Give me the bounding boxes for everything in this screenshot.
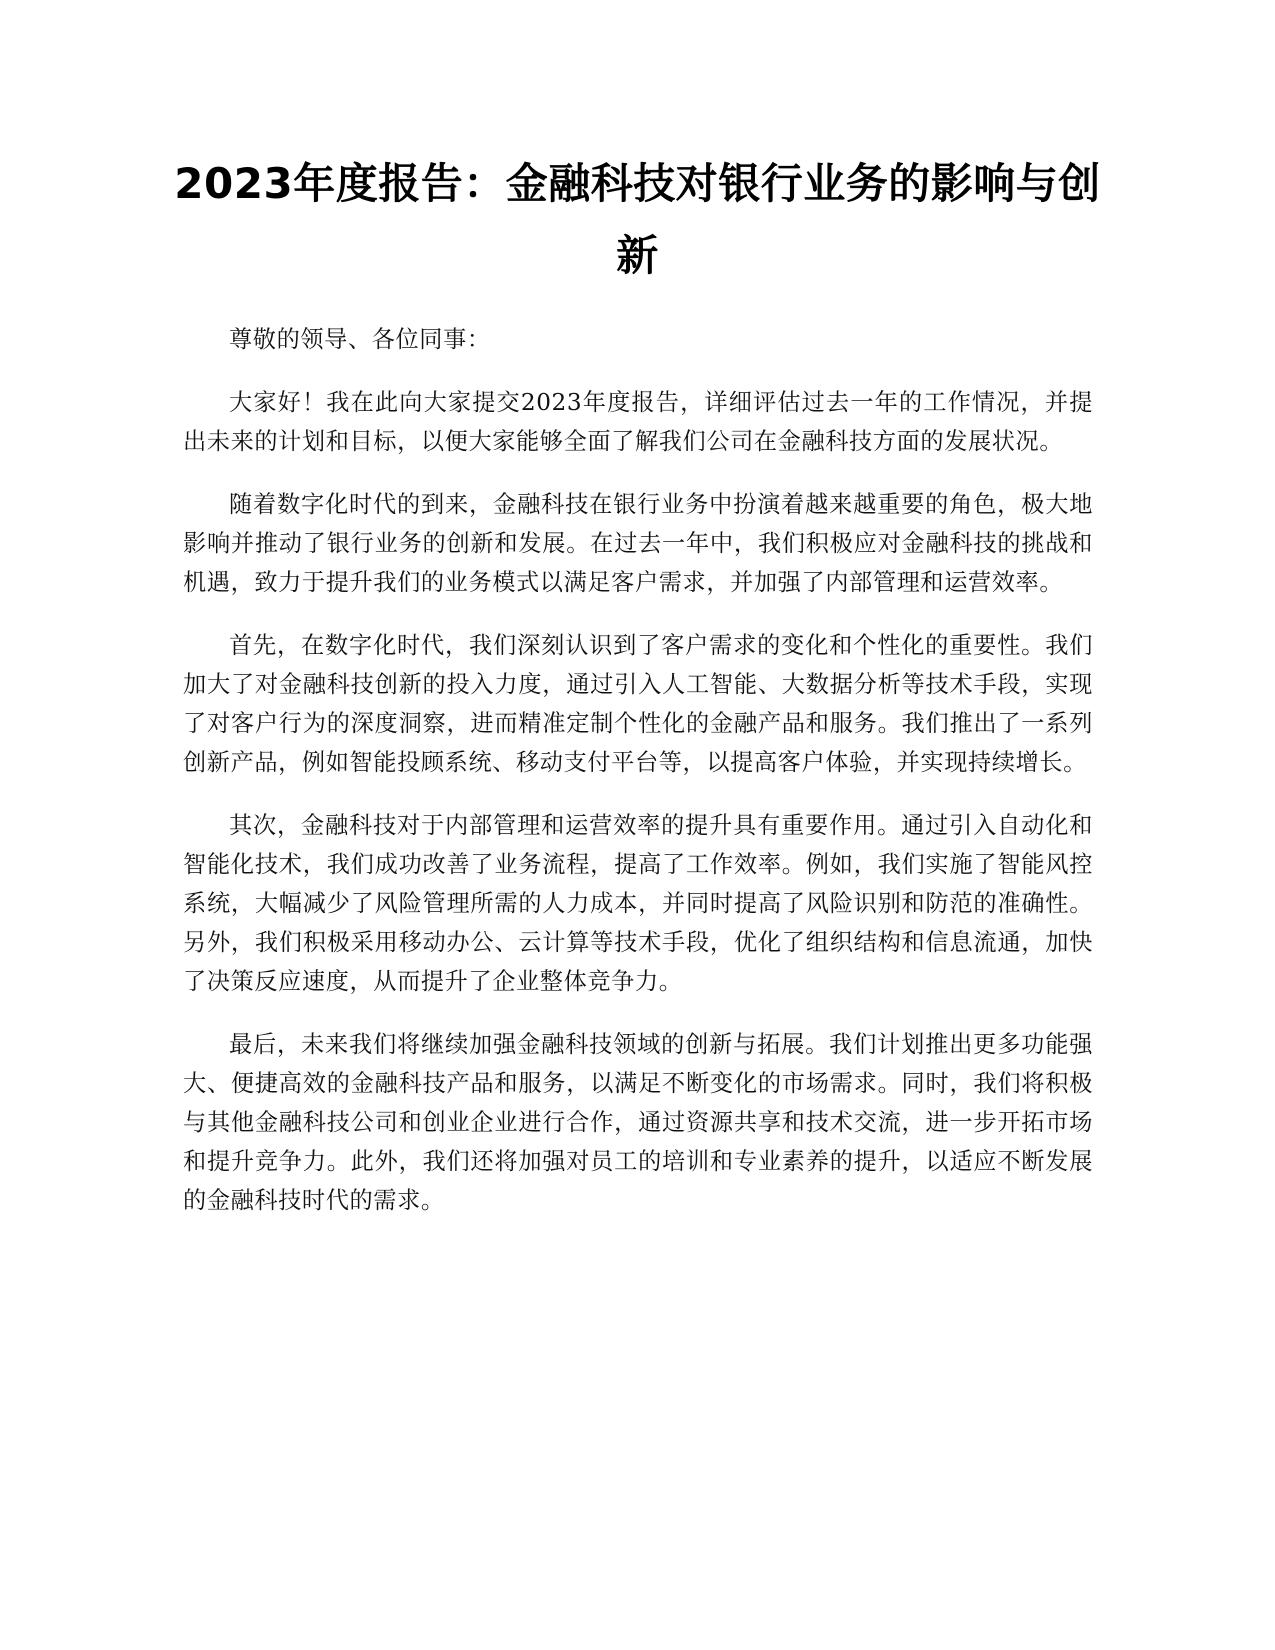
- document-body: [183, 320, 1093, 1244]
- paragraph-first: 首先，在数字化时代，我们深刻认识到了客户需求的变化和个性化的重要性。我们加大了对金融科技创新的投入力度，通过引入人工智能、大数据分析等技术手段，实现了对客户行为的深度洞察，进而精准定制个性化的金融产品和服务。我们推出了一系列创新产品，例如智能投顾系统、移动支付平台等，以提高客户体验，并实现持续增长。: [183, 632, 1093, 776]
- document-title: 2023年度报告：金融科技对银行业务的影响与创新: [174, 159, 1101, 280]
- paragraph-second: 其次，金融科技对于内部管理和运营效率的提升具有重要作用。通过引入自动化和智能化技术，我们成功改善了业务流程，提高了工作效率。例如，我们实施了智能风控系统，大幅减少了风险管理所需的人力成本，并同时提高了风险识别和防范的准确性。另外，我们积极采用移动办公、云计算等技术手段，优化了组织结构和信息流通，加快了决策反应速度，从而提升了企业整体竞争力。: [183, 812, 1093, 995]
- paragraph-intro: 大家好！我在此向大家提交2023年度报告，详细评估过去一年的工作情况，并提出未来的计划和目标，以便大家能够全面了解我们公司在金融科技方面的发展状况。: [183, 389, 1093, 455]
- paragraph-last: 最后，未来我们将继续加强金融科技领域的创新与拓展。我们计划推出更多功能强大、便捷高效的金融科技产品和服务，以满足不断变化的市场需求。同时，我们将积极与其他金融科技公司和创业企业进行合作，通过资源共享和技术交流，进一步开拓市场和提升竞争力。此外，我们还将加强对员工的培训和专业素养的提升，以适应不断发展的金融科技时代的需求。: [183, 1031, 1093, 1214]
- salutation: 尊敬的领导、各位同事：: [229, 326, 491, 353]
- paragraph-background: 随着数字化时代的到来，金融科技在银行业务中扮演着越来越重要的角色，极大地影响并推动了银行业务的创新和发展。在过去一年中，我们积极应对金融科技的挑战和机遇，致力于提升我们的业务模式以满足客户需求，并加强了内部管理和运营效率。: [183, 491, 1093, 596]
